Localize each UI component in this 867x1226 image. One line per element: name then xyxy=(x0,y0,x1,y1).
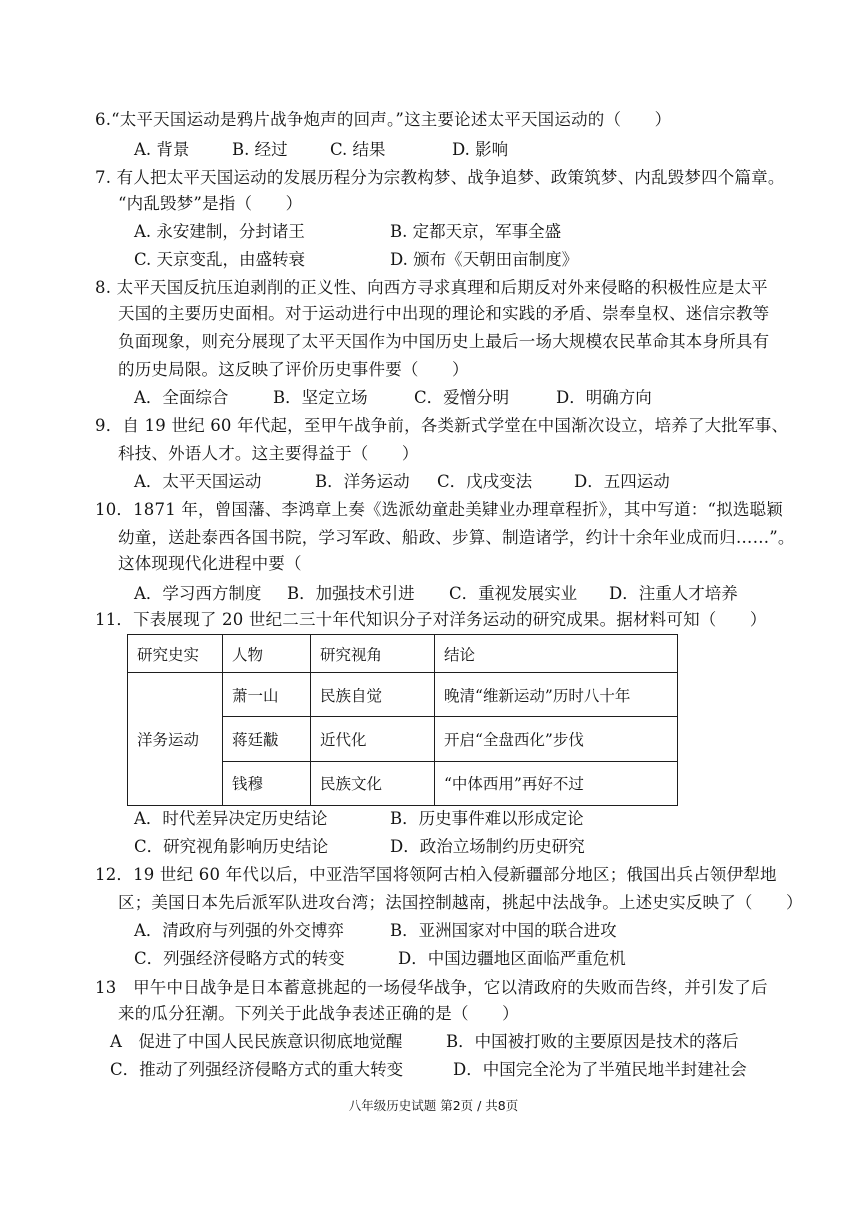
table-cell: 近代化 xyxy=(311,717,435,761)
q8-option-a: A．全面综合 xyxy=(134,388,229,407)
table-subject-cell: 洋务运动 xyxy=(128,673,223,806)
q7-option-d: D. 颁布《天朝田亩制度》 xyxy=(390,250,579,269)
q12-stem-line1: 12．19 世纪 60 年代以后，中亚浩罕国将领阿古柏入侵新疆部分地区；俄国出兵占领伊犁地 xyxy=(95,865,777,884)
q13-stem-line1: 13 甲午中日战争是日本蓄意挑起的一场侵华战争，它以清政府的失败而告终，并引发了后 xyxy=(95,978,768,997)
table-cell: 民族自觉 xyxy=(311,673,435,717)
table-header-cell: 结论 xyxy=(435,635,678,673)
q13-stem-line2: 来的瓜分狂潮。下列关于此战争表述正确的是（ ） xyxy=(118,1004,519,1023)
q9-option-d: D．五四运动 xyxy=(574,472,670,491)
q8-option-b: B．坚定立场 xyxy=(273,388,368,407)
q8-stem-line4: 的历史局限。这反映了评价历史事件要（ ） xyxy=(118,360,469,379)
q6-option-d: D. 影响 xyxy=(452,140,509,159)
q7-option-a: A. 永安建制，分封诸王 xyxy=(134,222,305,241)
q7-stem-line2: “内乱毁梦”是指（ ） xyxy=(118,194,303,213)
q9-stem-line1: 9．自 19 世纪 60 年代起，至甲午战争前，各类新式学堂在中国渐次设立，培养了大批军事、 xyxy=(95,416,789,435)
q9-option-a: A．太平天国运动 xyxy=(134,472,262,491)
q12-option-c: C．列强经济侵略方式的转变 xyxy=(134,949,345,968)
table-cell: 钱穆 xyxy=(223,761,311,805)
q10-option-b: B．加强技术引进 xyxy=(287,584,415,603)
q11-option-a: A．时代差异决定历史结论 xyxy=(134,809,328,828)
q6-option-a: A. 背景 xyxy=(134,140,190,159)
q13-option-a: A 促进了中国人民民族意识彻底地觉醒 xyxy=(110,1032,403,1051)
table-header-cell: 人物 xyxy=(223,635,311,673)
q11-stem: 11．下表展现了 20 世纪二三十年代知识分子对洋务运动的研究成果。据材料可知（ ） xyxy=(95,610,767,629)
table-cell: 民族文化 xyxy=(311,761,435,805)
q10-stem-line2: 幼童，送赴泰西各国书院，学习军政、船政、步算、制造诸学，约计十余年业成而归……”。 xyxy=(118,528,795,547)
q8-option-c: C．爱憎分明 xyxy=(414,388,510,407)
q9-option-b: B．洋务运动 xyxy=(315,472,410,491)
q8-stem-line2: 天国的主要历史面相。对于运动进行中出现的理论和实践的矛盾、崇奉皇权、迷信宗教等 xyxy=(118,304,770,323)
q12-option-d: D．中国边疆地区面临严重危机 xyxy=(398,949,626,968)
q9-stem-line2: 科技、外语人才。这主要得益于（ ） xyxy=(118,444,419,463)
table-row xyxy=(128,673,678,717)
page-footer: 八年级历史试题 第2页 / 共8页 xyxy=(348,1098,519,1113)
q13-option-d: D．中国完全沦为了半殖民地半封建社会 xyxy=(453,1060,747,1079)
q10-option-d: D．注重人才培养 xyxy=(609,584,738,603)
q11-option-d: D．政治立场制约历史研究 xyxy=(390,837,585,856)
q8-option-d: D．明确方向 xyxy=(556,388,652,407)
q6-stem: 6.“太平天国运动是鸦片战争炮声的回声。”这主要论述太平天国运动的（ ） xyxy=(95,110,672,129)
q11-option-b: B．历史事件难以形成定论 xyxy=(390,809,584,828)
q11-option-c: C．研究视角影响历史结论 xyxy=(134,837,329,856)
q7-option-b: B. 定都天京，军事全盛 xyxy=(390,222,562,241)
table-header-cell: 研究视角 xyxy=(311,635,435,673)
q7-option-c: C. 天京变乱，由盛转衰 xyxy=(134,250,306,269)
q12-option-a: A．清政府与列强的外交博弈 xyxy=(134,921,344,940)
table-cell: 晚清“维新运动”历时八十年 xyxy=(435,673,678,717)
q10-option-c: C．重视发展实业 xyxy=(449,584,578,603)
q13-option-b: B．中国被打败的主要原因是技术的落后 xyxy=(446,1032,739,1051)
q9-option-c: C．戊戌变法 xyxy=(437,472,533,491)
q12-stem-line2: 区；美国日本先后派军队进攻台湾；法国控制越南，挑起中法战争。上述史实反映了（ ） xyxy=(118,893,803,912)
q6-option-c: C. 结果 xyxy=(330,140,386,159)
q7-stem-line1: 7. 有人把太平天国运动的发展历程分为宗教构梦、战争追梦、政策筑梦、内乱毁梦四个篇章。 xyxy=(95,168,785,187)
q10-stem-line1: 10．1871 年，曾国藩、李鸿章上奏《选派幼童赴美肄业办理章程折》，其中写道：“拟选聪颖 xyxy=(95,500,783,519)
table-cell: 萧一山 xyxy=(223,673,311,717)
q10-option-a: A．学习西方制度 xyxy=(134,584,262,603)
table-header-row xyxy=(128,635,678,673)
q8-stem-line1: 8. 太平天国反抗压迫剥削的正义性、向西方寻求真理和后期反对外来侵略的积极性应是太平 xyxy=(95,278,768,297)
q11-research-table xyxy=(127,634,678,806)
q13-option-c: C．推动了列强经济侵略方式的重大转变 xyxy=(110,1060,404,1079)
q6-option-b: B. 经过 xyxy=(232,140,288,159)
q12-option-b: B．亚洲国家对中国的联合进攻 xyxy=(390,921,617,940)
q8-stem-line3: 负面现象，则充分展现了太平天国作为中国历史上最后一场大规模农民革命其本身所具有 xyxy=(118,332,770,351)
table-header-cell: 研究史实 xyxy=(128,635,223,673)
table-cell: 蒋廷黻 xyxy=(223,717,311,761)
table-cell: 开启“全盘西化”步伐 xyxy=(435,717,678,761)
q10-stem-line3: 这体现现代化进程中要（ xyxy=(118,554,302,573)
table-cell: “中体西用”再好不过 xyxy=(435,761,678,805)
